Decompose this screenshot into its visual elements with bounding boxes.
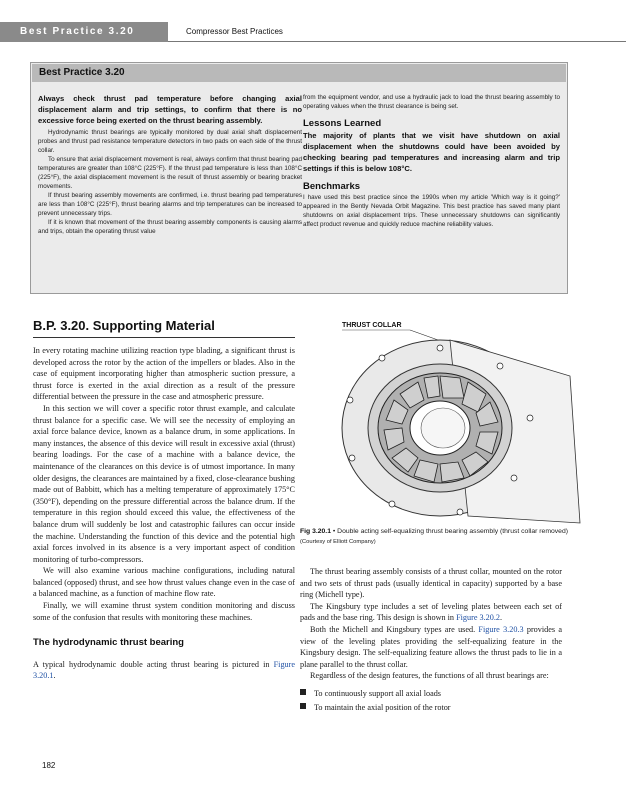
body-text: . xyxy=(499,613,503,623)
benchmarks-heading: Benchmarks xyxy=(303,181,361,192)
list-item-text: To continuously support all axial loads xyxy=(314,688,441,698)
section-tab xyxy=(0,22,168,42)
body-paragraph: In this section we will cover a specific rotor thrust example, and calculate thrust balance for a specific case. We will see the necessity of employing an axial force balance device, known as a balance drum, in some applications. In many instances, the absence of this device will result in excessive axial (thrust) bearing loadings. For the case of a machine with a balance device, the maintenance of the clearances on this device is of utmost importance. In many older designs, the clearances are maintained by a fixed, close-clearance bushing made out of Babbitt, which has a melting temperature of approximately 175°C (350°F), depending on the pressure differential across the balance drum. If the temperature in this region should exceed this value, the effectiveness of the balance drum will suddenly be lost and catastrophic failures can occur inside the machine. Understanding the function of this device and the potential high axial forces involved in its absence is a very important aspect of condition monitoring of turbo-compressors. xyxy=(33,403,295,564)
body-paragraph xyxy=(300,601,562,624)
section-tab-label: Best Practice 3.20 xyxy=(20,26,135,37)
body-text: Both the Michell and Kingsbury types are used. xyxy=(310,624,479,634)
section-title-rule xyxy=(33,337,295,338)
body-paragraph xyxy=(300,624,562,670)
best-practice-lead: Always check thrust pad temperature before changing axial displacement alarm and trip settings, to confirm that there is no excessive force being exerted on the thrust bearing assembly. xyxy=(38,94,302,125)
body-paragraph: We will also examine various machine configurations, including natural balanced (opposed) thrust, and see how thrust values change even in the case of a balanced machine, as a function of machine flow rate. xyxy=(33,566,295,599)
square-bullet-icon xyxy=(300,703,306,709)
body-paragraph: Finally, we will examine thrust system condition monitoring and discuss some of the confusion that results with monitoring these machines. xyxy=(33,601,295,622)
figure-caption-text: Double acting self-equalizing thrust bearing assembly (thrust collar removed) xyxy=(337,528,568,535)
best-practice-right-column xyxy=(303,93,560,229)
figure-3-20-3-link[interactable]: Figure 3.20.3 xyxy=(478,624,524,634)
figure-caption xyxy=(300,527,590,547)
header-rule xyxy=(168,41,626,42)
figure-3-20-1-link[interactable]: Figure 3.20.1 xyxy=(33,659,295,681)
figure-caption-credit: (Courtesy of Elliott Company) xyxy=(300,538,376,545)
section-title: B.P. 3.20. Supporting Material xyxy=(33,318,215,333)
benchmarks-text: I have used this best practice since the 1990s when my article 'Which way is it going?' appeared in the Bently Nevada Orbit Magazine. This best practice has saved many plant shutdowns on axial displacement trips. These unnecessary shutdowns can significantly affect product revenue and quickly reduce machine reliability values. xyxy=(303,194,560,228)
list-item-text: To maintain the axial position of the rotor xyxy=(314,702,451,712)
thrust-collar-callout: THRUST COLLAR xyxy=(342,322,402,329)
best-practice-paragraph: If it is known that movement of the thrust bearing assembly components is causing alarms and trips, obtain the operating thrust value xyxy=(38,219,302,235)
figure-3-20-2-link[interactable]: Figure 3.20.2 xyxy=(456,613,500,623)
lessons-learned-text: The majority of plants that we visit have shutdown on axial displacement when the shutdowns could have been avoided by checking bearing pad temperatures and increasing alarm and trip settings if this is below 108°C. xyxy=(303,131,560,173)
list-item xyxy=(300,702,562,714)
lessons-learned-heading: Lessons Learned xyxy=(303,118,382,129)
figure-caption-label: Fig 3.20.1 xyxy=(300,528,331,535)
best-practice-paragraph: If thrust bearing assembly movements are confirmed, i.e. thrust bearing pad temperatures are less than 108°C (225°F), thrust bearing alarms and trip temperatures can be increased to prevent unnecessary trips. xyxy=(38,192,302,217)
running-title: Compressor Best Practices xyxy=(186,27,283,36)
best-practice-title-bar xyxy=(32,64,566,82)
body-paragraph: Regardless of the design features, the functions of all thrust bearings are: xyxy=(310,671,549,681)
thrust-bearing-illustration xyxy=(300,318,590,528)
page-header xyxy=(0,0,626,42)
left-column-body xyxy=(33,345,295,682)
best-practice-box xyxy=(30,62,568,294)
body-paragraph xyxy=(33,659,295,682)
page-number: 182 xyxy=(42,761,56,770)
figure-caption-bullet: • xyxy=(332,528,336,535)
body-paragraph: The thrust bearing assembly consists of a thrust collar, mounted on the rotor and two sets of thrust pads (usually identical in capacity) supported by a base ring (Michell type). xyxy=(300,567,562,600)
right-column-body xyxy=(300,566,562,715)
best-practice-left-column xyxy=(38,93,302,236)
best-practice-paragraph: Hydrodynamic thrust bearings are typically monitored by dual axial shaft displacement probes and thrust pad resistance temperature detectors in two pads on each side of the thrust collar. xyxy=(38,129,302,154)
body-text: A typical hydrodynamic double acting thrust bearing is pictured in xyxy=(33,659,274,669)
list-item xyxy=(300,688,562,700)
body-paragraph: In every rotating machine utilizing reaction type blading, a significant thrust is developed across the rotor by the action of the impellers or blades. Also in the case of equipment incorporating higher than atmospheric suction pressure, a thrust force is exerted in the axial direction as a result of the pressure differential between the pressure in the case and atmospheric pressure. xyxy=(33,346,295,402)
best-practice-paragraph: To ensure that axial displacement movement is real, always confirm that thrust bearing pad temperatures are greater than 108°C (225°F). If the thrust pad temperature is less than 108°C (225°F), the axial displacement movement is the result of thrust assembly or bearing bracket movements. xyxy=(38,156,302,190)
best-practice-title: Best Practice 3.20 xyxy=(39,67,125,78)
best-practice-continuation: from the equipment vendor, and use a hydraulic jack to load the thrust bearing assembly to operating values when the thrust clearance is being set. xyxy=(303,94,560,110)
body-text: . xyxy=(53,671,56,681)
subheading-hydrodynamic-thrust-bearing: The hydrodynamic thrust bearing xyxy=(33,637,184,649)
body-text: The Kingsbury type includes a set of leveling plates between each set of pads and the base ring. This design is shown in xyxy=(300,601,562,623)
thrust-bearing-figure xyxy=(300,318,590,528)
square-bullet-icon xyxy=(300,689,306,695)
body-text: provides a view of the leveling plates providing the self-equalizing feature in the Kingsbury design. The self-equalizing feature allows the thrust pads to lie in a plane parallel to the thrust collar. xyxy=(300,624,562,669)
functions-list xyxy=(300,688,562,713)
